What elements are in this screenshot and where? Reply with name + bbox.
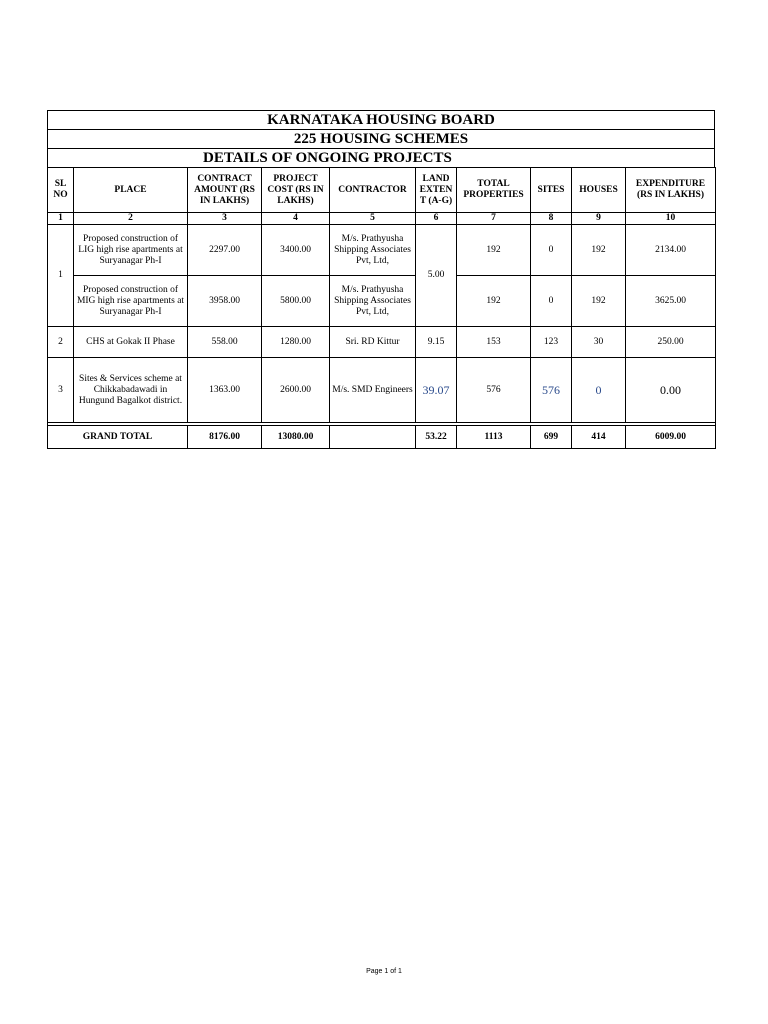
total-sites: 699 [531,426,572,449]
header-place: PLACE [74,168,188,213]
org-title: KARNATAKA HOUSING BOARD [47,110,715,129]
total-houses: 414 [572,426,626,449]
total-cost: 13080.00 [262,426,330,449]
table-row [48,358,716,423]
grand-total-row [48,426,716,449]
col-num: 3 [188,213,262,225]
contract-cell: 558.00 [188,327,262,358]
cost-cell: 2600.00 [262,358,330,423]
header-sl-no: SL NO [48,168,74,213]
table-row [48,327,716,358]
table-row [48,276,716,327]
sites-cell: 576 [531,358,572,423]
sl-cell: 1 [48,225,74,327]
col-num: 10 [626,213,716,225]
table-row [48,225,716,276]
sites-cell: 123 [531,327,572,358]
houses-cell: 192 [572,276,626,327]
col-num: 1 [48,213,74,225]
contractor-cell: M/s. Prathyusha Shipping Associates Pvt, Ltd, [330,276,416,327]
total-properties: 1113 [457,426,531,449]
place-cell: Sites & Services scheme at Chikkabadawadi in Hungund Bagalkot district. [74,358,188,423]
houses-cell: 0 [572,358,626,423]
total-cell: 153 [457,327,531,358]
expenditure-cell: 250.00 [626,327,716,358]
land-cell: 5.00 [416,225,457,327]
col-num: 2 [74,213,188,225]
contractor-cell: Sri. RD Kittur [330,327,416,358]
total-cell: 576 [457,358,531,423]
col-num: 5 [330,213,416,225]
col-num: 8 [531,213,572,225]
land-cell: 39.07 [416,358,457,423]
col-num: 7 [457,213,531,225]
contract-cell: 1363.00 [188,358,262,423]
sites-cell: 0 [531,276,572,327]
header-expenditure: EXPENDITURE (RS IN LAKHS) [626,168,716,213]
contractor-cell: M/s. SMD Engineers [330,358,416,423]
sl-cell: 2 [48,327,74,358]
sl-cell: 3 [48,358,74,423]
grand-total-label: GRAND TOTAL [48,426,188,449]
place-cell: Proposed construction of MIG high rise apartments at Suryanagar Ph-I [74,276,188,327]
housing-projects-sheet [47,110,715,449]
header-row [48,168,716,213]
contractor-cell: M/s. Prathyusha Shipping Associates Pvt, Ltd, [330,225,416,276]
sites-cell: 0 [531,225,572,276]
place-cell: Proposed construction of LIG high rise apartments at Suryanagar Ph-I [74,225,188,276]
expenditure-cell: 0.00 [626,358,716,423]
expenditure-cell: 3625.00 [626,276,716,327]
total-land: 53.22 [416,426,457,449]
total-contract: 8176.00 [188,426,262,449]
cost-cell: 5800.00 [262,276,330,327]
houses-cell: 30 [572,327,626,358]
header-contractor: CONTRACTOR [330,168,416,213]
houses-cell: 192 [572,225,626,276]
scheme-title: 225 HOUSING SCHEMES [47,129,715,148]
total-expenditure: 6009.00 [626,426,716,449]
cost-cell: 3400.00 [262,225,330,276]
col-num: 6 [416,213,457,225]
header-total-properties: TOTAL PROPERTIES [457,168,531,213]
details-title: DETAILS OF ONGOING PROJECTS [47,148,715,167]
header-sites: SITES [531,168,572,213]
expenditure-cell: 2134.00 [626,225,716,276]
col-num: 9 [572,213,626,225]
total-cell: 192 [457,225,531,276]
place-cell: CHS at Gokak II Phase [74,327,188,358]
page-footer: Page 1 of 1 [366,968,402,975]
projects-table [47,167,716,449]
header-contract-amount: CONTRACT AMOUNT (RS IN LAKHS) [188,168,262,213]
header-houses: HOUSES [572,168,626,213]
total-cell: 192 [457,276,531,327]
header-land-extent: LAND EXTEN T (A-G) [416,168,457,213]
col-num: 4 [262,213,330,225]
column-number-row [48,213,716,225]
cost-cell: 1280.00 [262,327,330,358]
contract-cell: 3958.00 [188,276,262,327]
contract-cell: 2297.00 [188,225,262,276]
total-contractor-empty [330,426,416,449]
land-cell: 9.15 [416,327,457,358]
header-project-cost: PROJECT COST (RS IN LAKHS) [262,168,330,213]
